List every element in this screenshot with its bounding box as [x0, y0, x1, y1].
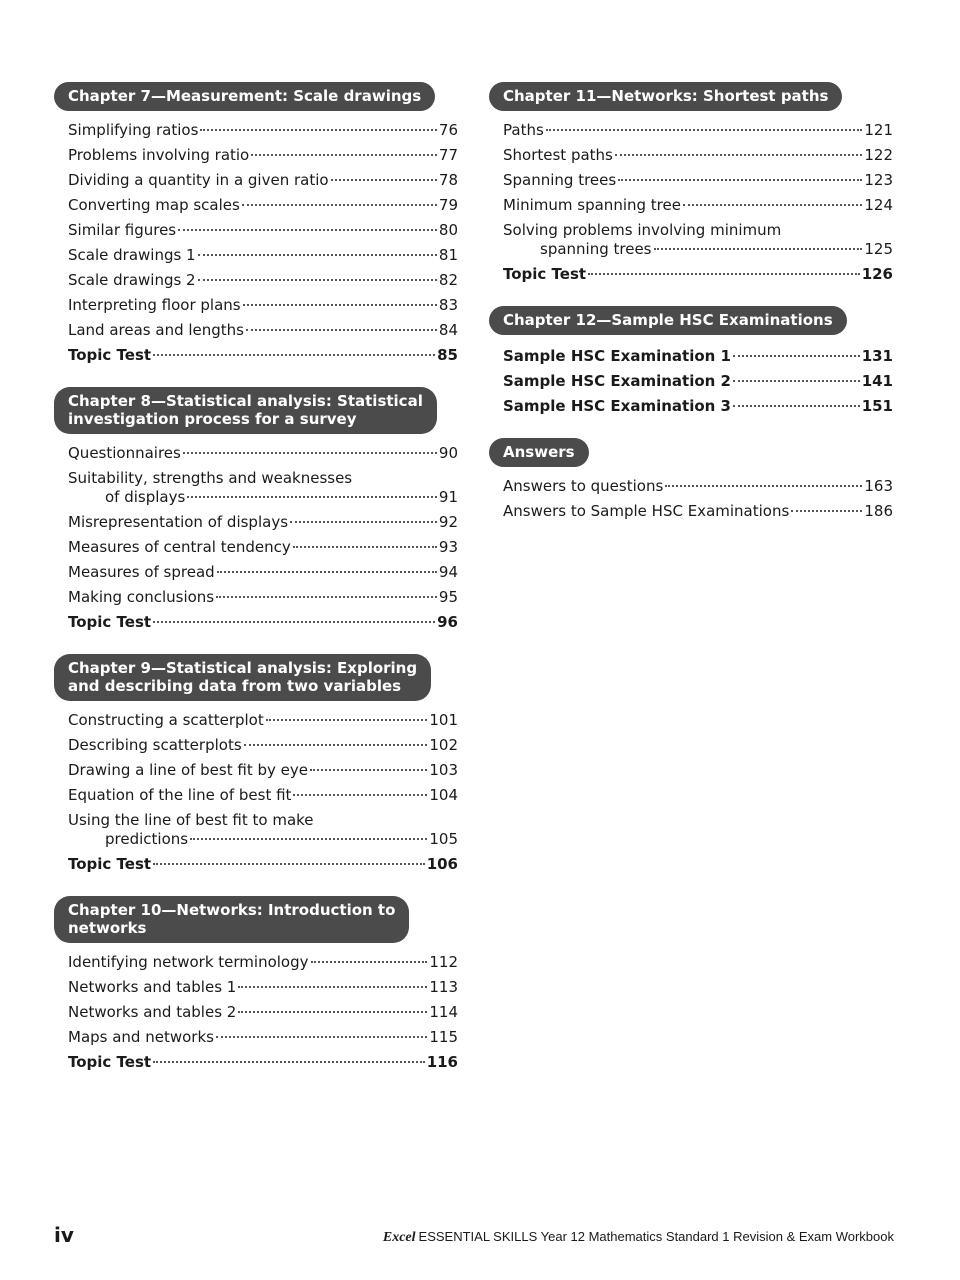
toc-entry-title: Maps and networks	[68, 1028, 214, 1046]
toc-entry-title: Making conclusions	[68, 588, 215, 606]
dot-leader	[293, 546, 437, 548]
toc-entry-title: Identifying network terminology	[68, 953, 309, 971]
toc-entry	[68, 121, 458, 140]
toc-entry	[68, 1053, 458, 1072]
dot-leader	[546, 129, 863, 131]
toc-entry	[68, 321, 458, 340]
toc-entry-page: 103	[429, 761, 458, 779]
toc-entry-title: Describing scatterplots	[68, 736, 242, 754]
toc-entry-page: 80	[438, 221, 458, 239]
toc-entry-page: 115	[429, 1028, 458, 1046]
dot-leader	[615, 154, 862, 156]
dot-leader	[311, 961, 428, 963]
brand-logo-text: Excel	[382, 1230, 416, 1245]
toc-entry-title: Questionnaires	[68, 444, 181, 462]
toc-entry	[503, 372, 893, 391]
dot-leader	[187, 496, 437, 498]
toc-entry-title: Topic Test	[503, 265, 587, 283]
toc-entry-page: 114	[429, 1003, 458, 1021]
toc-section	[54, 896, 458, 1072]
toc-entry-page: 91	[438, 488, 458, 506]
toc-entry-title: Misrepresentation of displays	[68, 513, 289, 531]
toc-entry-title: Simplifying ratios	[68, 121, 199, 139]
toc-entry-title: Using the line of best fit to make	[68, 811, 314, 829]
toc-entry-page: 123	[864, 171, 893, 189]
toc-entry-list	[54, 711, 458, 874]
chapter-heading-line: Chapter 11—Networks: Shortest paths	[503, 87, 829, 105]
dot-leader	[217, 571, 437, 573]
toc-entry-list	[489, 477, 893, 521]
chapter-heading-line: Chapter 7—Measurement: Scale drawings	[68, 87, 422, 105]
dot-leader	[290, 521, 437, 523]
toc-entry-title: Minimum spanning tree	[503, 196, 681, 214]
toc-entry-page: 85	[437, 346, 458, 364]
toc-entry-continuation	[68, 488, 458, 507]
dot-leader	[293, 794, 427, 796]
dot-leader	[244, 744, 428, 746]
dot-leader	[153, 621, 435, 623]
toc-entry	[68, 588, 458, 607]
dot-leader	[266, 719, 428, 721]
dot-leader	[733, 380, 860, 382]
dot-leader	[198, 279, 437, 281]
toc-section	[489, 438, 893, 521]
toc-entry-page: 131	[861, 347, 893, 365]
toc-entry	[68, 736, 458, 755]
toc-entry-continuation	[68, 830, 458, 849]
toc-entry	[68, 196, 458, 215]
toc-entry-title: Solving problems involving minimum	[503, 221, 782, 239]
toc-entry-title: Topic Test	[68, 346, 152, 364]
toc-entry-title: Land areas and lengths	[68, 321, 244, 339]
toc-entry	[503, 397, 893, 416]
toc-entry	[68, 563, 458, 582]
toc-entry	[68, 1028, 458, 1047]
toc-entry-continuation	[503, 240, 893, 259]
toc-section	[489, 306, 893, 416]
toc-entry-page: 76	[438, 121, 458, 139]
toc-entry	[503, 221, 893, 259]
toc-entry-page: 163	[864, 477, 893, 495]
toc-left-column	[54, 82, 458, 1094]
dot-leader	[243, 304, 437, 306]
toc-entry-title: Constructing a scatterplot	[68, 711, 264, 729]
dot-leader	[618, 179, 862, 181]
toc-entry-page: 90	[438, 444, 458, 462]
toc-entry	[68, 296, 458, 315]
toc-entry-title: Topic Test	[68, 1053, 152, 1071]
toc-entry-list	[54, 953, 458, 1072]
chapter-heading-line: Chapter 8—Statistical analysis: Statistical	[68, 392, 423, 410]
toc-entry-page: 82	[438, 271, 458, 289]
dot-leader	[198, 254, 437, 256]
toc-entry	[68, 346, 458, 365]
toc-section	[489, 82, 893, 284]
toc-entry-title: Suitability, strengths and weaknesses	[68, 469, 353, 487]
toc-entry-page: 95	[438, 588, 458, 606]
dot-leader	[216, 1036, 427, 1038]
toc-entry-title: Equation of the line of best fit	[68, 786, 292, 804]
toc-entry-page: 113	[429, 978, 458, 996]
toc-entry-page: 141	[861, 372, 893, 390]
toc-entry	[68, 271, 458, 290]
toc-entry-page: 83	[438, 296, 458, 314]
dot-leader	[310, 769, 427, 771]
toc-entry-list	[54, 121, 458, 365]
toc-entry-title: Networks and tables 1	[68, 978, 237, 996]
dot-leader	[153, 354, 435, 356]
toc-entry-title: Dividing a quantity in a given ratio	[68, 171, 329, 189]
toc-entry-title: Paths	[503, 121, 544, 139]
chapter-heading	[54, 82, 435, 111]
toc-entry	[68, 246, 458, 265]
toc-entry-page: 96	[437, 613, 458, 631]
toc-entry	[503, 502, 893, 521]
toc-entry-page: 105	[429, 830, 458, 848]
toc-entry	[68, 978, 458, 997]
toc-entry	[68, 786, 458, 805]
toc-entry-title: Sample HSC Examination 3	[503, 397, 731, 415]
toc-entry-title: Networks and tables 2	[68, 1003, 237, 1021]
toc-entry-title-cont: of displays	[105, 488, 186, 506]
toc-entry	[68, 171, 458, 190]
toc-entry-title: Similar figures	[68, 221, 177, 239]
dot-leader	[683, 204, 862, 206]
toc-entry	[68, 469, 458, 507]
toc-entry-title: Answers to questions	[503, 477, 664, 495]
toc-entry-title: Drawing a line of best fit by eye	[68, 761, 308, 779]
chapter-heading	[489, 438, 589, 467]
chapter-heading	[54, 654, 431, 701]
toc-entry-page: 186	[864, 502, 893, 520]
toc-entry	[503, 146, 893, 165]
toc-entry-title: Answers to Sample HSC Examinations	[503, 502, 790, 520]
toc-entry-title: Spanning trees	[503, 171, 617, 189]
page-footer	[54, 1223, 894, 1247]
dot-leader	[654, 248, 863, 250]
chapter-heading	[489, 82, 842, 111]
dot-leader	[216, 596, 437, 598]
toc-entry-title: Interpreting floor plans	[68, 296, 241, 314]
dot-leader	[190, 838, 427, 840]
book-title	[383, 1229, 894, 1246]
toc-entry-page: 126	[861, 265, 893, 283]
toc-entry	[68, 953, 458, 972]
toc-entry-page: 102	[429, 736, 458, 754]
dot-leader	[733, 355, 860, 357]
toc-entry	[503, 196, 893, 215]
chapter-heading-line: Chapter 9—Statistical analysis: Exploring	[68, 659, 418, 677]
toc-entry-page: 78	[438, 171, 458, 189]
toc-entry	[503, 121, 893, 140]
toc-entry-page: 112	[429, 953, 458, 971]
toc-entry-list	[489, 121, 893, 284]
toc-entry	[503, 265, 893, 284]
toc-entry	[68, 613, 458, 632]
toc-entry-page: 121	[864, 121, 893, 139]
dot-leader	[153, 1061, 425, 1063]
toc-entry-page: 101	[429, 711, 458, 729]
toc-entry	[68, 761, 458, 780]
toc-entry-page: 92	[438, 513, 458, 531]
dot-leader	[246, 329, 437, 331]
toc-entry	[503, 347, 893, 366]
chapter-heading-line: Chapter 12—Sample HSC Examinations	[503, 311, 833, 329]
toc-entry-title-cont: predictions	[105, 830, 189, 848]
dot-leader	[733, 405, 860, 407]
page-number: iv	[54, 1223, 74, 1247]
toc-section	[54, 387, 458, 632]
toc-entry-page: 94	[438, 563, 458, 581]
toc-entry-page: 124	[864, 196, 893, 214]
toc-entry	[68, 221, 458, 240]
toc-section	[54, 82, 458, 365]
toc-entry-page: 81	[438, 246, 458, 264]
toc-entry-title: Sample HSC Examination 1	[503, 347, 731, 365]
toc-entry-page: 79	[438, 196, 458, 214]
toc-entry-page: 77	[438, 146, 458, 164]
toc-entry-title: Converting map scales	[68, 196, 240, 214]
toc-entry-list	[54, 444, 458, 632]
dot-leader	[331, 179, 437, 181]
toc-entry	[68, 855, 458, 874]
chapter-heading-line: networks	[68, 919, 147, 937]
toc-entry-page: 106	[426, 855, 458, 873]
toc-entry-page: 93	[438, 538, 458, 556]
toc-entry	[68, 711, 458, 730]
toc-entry	[68, 146, 458, 165]
dot-leader	[183, 452, 437, 454]
chapter-heading-line: and describing data from two variables	[68, 677, 402, 695]
toc-right-column	[489, 82, 893, 543]
dot-leader	[200, 129, 436, 131]
toc-entry-title: Scale drawings 2	[68, 271, 196, 289]
toc-entry-title: Problems involving ratio	[68, 146, 250, 164]
toc-entry-list	[489, 347, 893, 416]
chapter-heading	[54, 387, 437, 434]
toc-entry	[68, 811, 458, 849]
chapter-heading	[489, 306, 847, 335]
toc-entry	[68, 538, 458, 557]
toc-entry-title: Topic Test	[68, 855, 152, 873]
toc-entry-page: 104	[429, 786, 458, 804]
dot-leader	[238, 1011, 427, 1013]
dot-leader	[178, 229, 437, 231]
toc-entry-title: Measures of spread	[68, 563, 215, 581]
dot-leader	[238, 986, 427, 988]
dot-leader	[791, 510, 862, 512]
toc-entry-title: Measures of central tendency	[68, 538, 291, 556]
toc-entry	[68, 1003, 458, 1022]
toc-entry-page: 122	[864, 146, 893, 164]
toc-entry	[503, 171, 893, 190]
chapter-heading-line: Answers	[503, 443, 575, 461]
toc-entry-title: Topic Test	[68, 613, 152, 631]
toc-entry-page: 125	[864, 240, 893, 258]
toc-entry	[68, 444, 458, 463]
dot-leader	[153, 863, 425, 865]
dot-leader	[588, 273, 860, 275]
dot-leader	[251, 154, 437, 156]
toc-entry-title: Sample HSC Examination 2	[503, 372, 731, 390]
toc-entry-page: 116	[426, 1053, 458, 1071]
toc-entry-title: Shortest paths	[503, 146, 613, 164]
dot-leader	[665, 485, 862, 487]
toc-entry	[68, 513, 458, 532]
toc-entry-page: 151	[861, 397, 893, 415]
dot-leader	[242, 204, 437, 206]
toc-section	[54, 654, 458, 874]
toc-entry-page: 84	[438, 321, 458, 339]
toc-entry	[503, 477, 893, 496]
toc-entry-title: Scale drawings 1	[68, 246, 196, 264]
chapter-heading-line: investigation process for a survey	[68, 410, 357, 428]
book-title-text: ESSENTIAL SKILLS Year 12 Mathematics Standard 1 Revision & Exam Workbook	[418, 1229, 894, 1244]
toc-entry-title-cont: spanning trees	[540, 240, 652, 258]
chapter-heading-line: Chapter 10—Networks: Introduction to	[68, 901, 396, 919]
chapter-heading	[54, 896, 409, 943]
